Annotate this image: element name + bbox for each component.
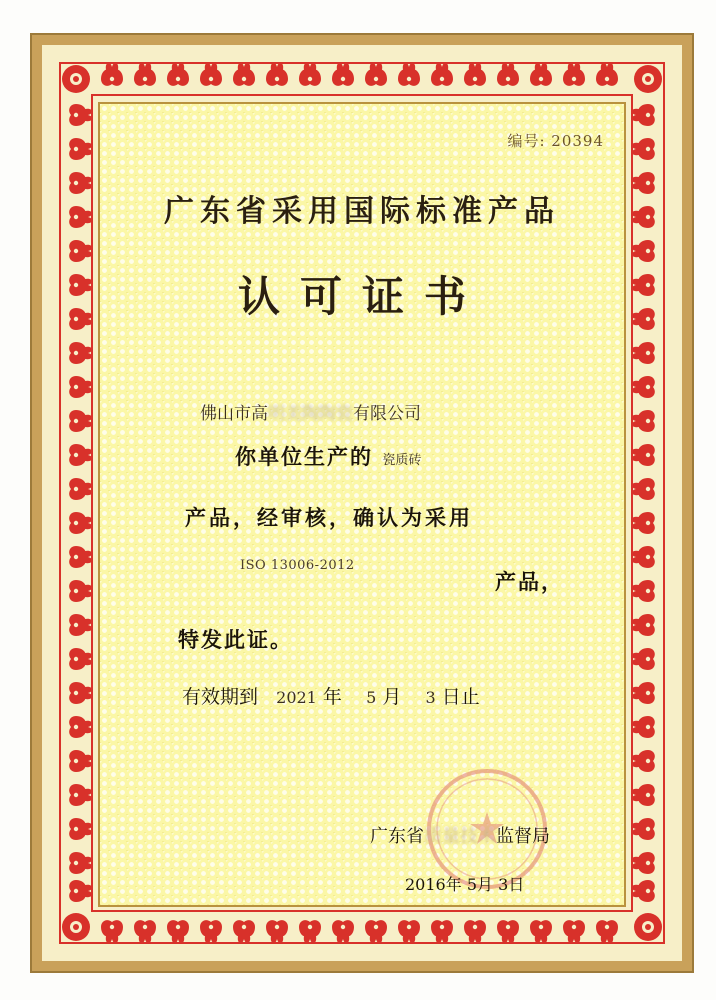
- valid-day-unit: 日止: [441, 686, 480, 708]
- company-name: [200, 399, 421, 424]
- certificate-subtitle: 认可证书: [237, 272, 486, 321]
- product-name: 瓷质砖: [382, 453, 422, 468]
- issuing-authority: [370, 822, 550, 848]
- company-obscured: 明美陶陶瓷: [268, 404, 353, 424]
- product-suffix: 产品，: [495, 569, 564, 594]
- issue-day-unit: 日: [508, 875, 525, 894]
- issuer-suffix: 监督局: [496, 826, 550, 847]
- valid-month-unit: 月: [382, 686, 402, 708]
- produced-line: [235, 441, 421, 471]
- issue-date: [405, 872, 524, 895]
- review-line: 产品，经审核，确认为采用: [185, 505, 473, 530]
- company-prefix: 佛山市高: [200, 404, 268, 424]
- issuer-obscured: 质量技术: [424, 826, 496, 847]
- valid-until: [182, 682, 480, 709]
- issue-day: 3: [498, 875, 509, 894]
- issue-year-unit: 年: [445, 875, 462, 894]
- certificate-panel: [98, 102, 626, 907]
- issuer-prefix: 广东省: [370, 826, 424, 847]
- certificate-title: 广东省采用国际标准产品: [164, 194, 560, 229]
- valid-year-unit: 年: [322, 686, 342, 708]
- valid-day: 3: [425, 688, 436, 707]
- issue-month: 5: [466, 875, 478, 894]
- produced-by-text: 你单位生产的: [235, 444, 373, 469]
- issue-statement: 特发此证。: [178, 627, 293, 652]
- company-suffix: 有限公司: [353, 404, 421, 424]
- valid-label: 有效期到: [182, 686, 259, 708]
- certificate-number: [507, 130, 604, 151]
- issue-year: 2016: [405, 875, 446, 894]
- standard-code: ISO 13006-2012: [240, 558, 355, 573]
- valid-month: 5: [366, 688, 377, 707]
- number-label: 编号:: [507, 132, 546, 150]
- number-value: 20394: [551, 132, 604, 150]
- issue-month-unit: 月: [477, 875, 494, 894]
- valid-year: 2021: [276, 688, 317, 707]
